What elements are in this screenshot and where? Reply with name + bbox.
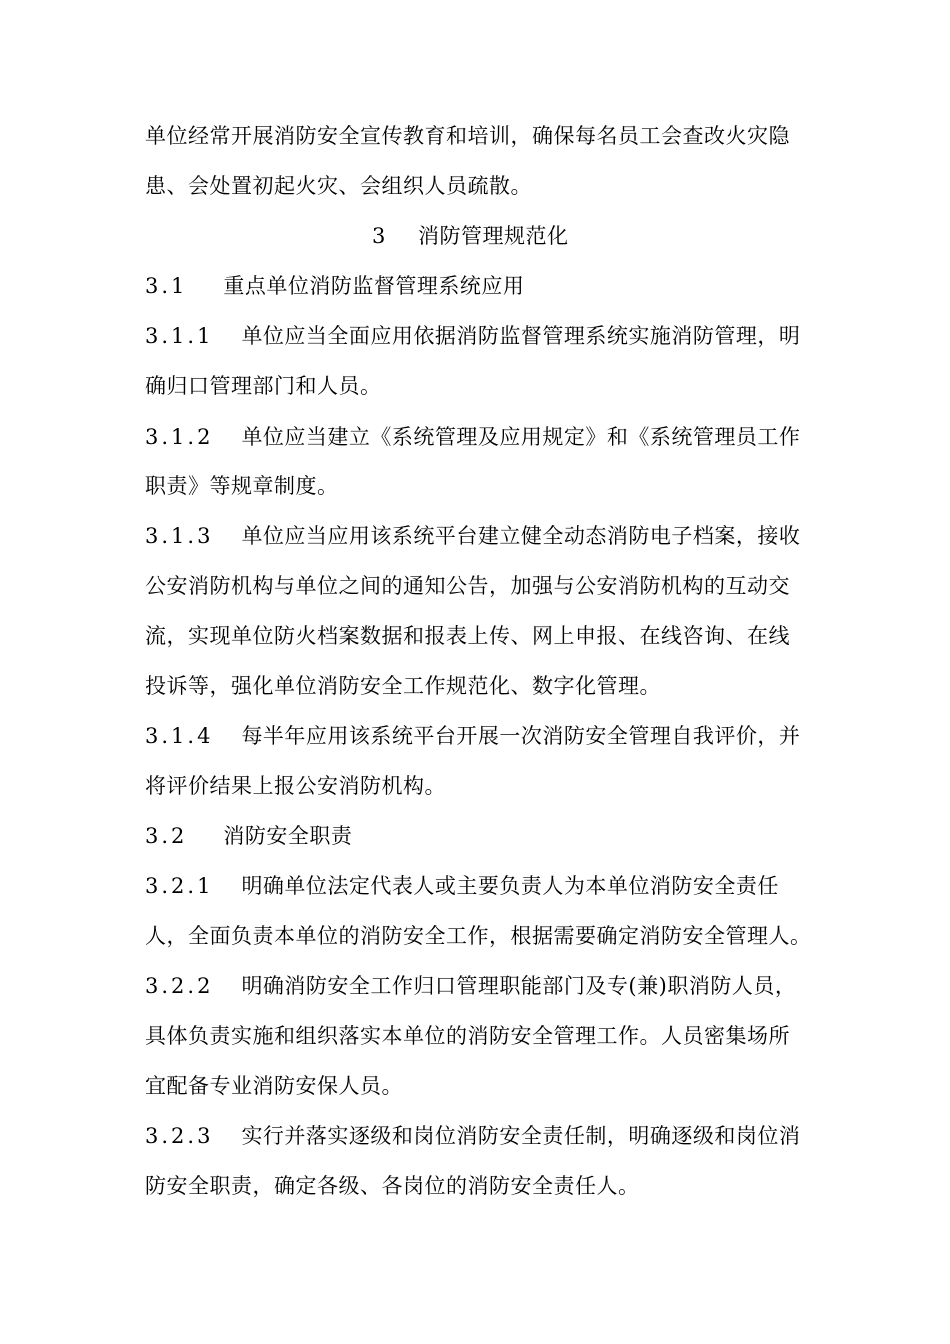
section-title: 消防安全职责	[223, 824, 353, 848]
paragraph-line	[145, 572, 790, 600]
text: 公安消防机构与单位之间的通知公告，加强与公安消防机构的互动交	[145, 574, 790, 598]
text: 单位经常开展消防安全宣传教育和培训，确保每名员工会查改火灾隐	[145, 124, 790, 148]
text: 职责》等规章制度。	[145, 474, 339, 498]
text: 明确消防安全工作归口管理职能部门及专(兼)职消防人员，	[241, 974, 797, 998]
paragraph-line	[145, 172, 532, 200]
text: 单位应当应用该系统平台建立健全动态消防电子档案，接收	[241, 524, 801, 548]
section-title: 重点单位消防监督管理系统应用	[223, 274, 525, 298]
section-title: 消防管理规范化	[418, 224, 569, 248]
clause-number: 3.1.2	[145, 425, 214, 449]
text: 患、会处置初起火灾、会组织人员疏散。	[145, 174, 532, 198]
paragraph-line	[145, 1022, 790, 1050]
text: 确归口管理部门和人员。	[145, 374, 382, 398]
section-number: 3.1	[145, 274, 188, 298]
paragraph-line	[145, 772, 446, 800]
clause-3-1-1	[145, 322, 800, 350]
section-heading-3	[372, 222, 569, 250]
clause-3-1-4	[145, 722, 800, 750]
paragraph-line	[145, 1172, 640, 1200]
clause-number: 3.1.1	[145, 324, 214, 348]
clause-number: 3.1.3	[145, 524, 214, 548]
text: 流，实现单位防火档案数据和报表上传、网上申报、在线咨询、在线	[145, 624, 790, 648]
clause-number: 3.1.4	[145, 724, 214, 748]
text: 实行并落实逐级和岗位消防安全责任制，明确逐级和岗位消	[241, 1124, 801, 1148]
paragraph-line	[145, 1072, 403, 1100]
paragraph-line	[145, 622, 790, 650]
paragraph-line	[145, 922, 812, 950]
clause-3-2-2	[145, 972, 796, 1000]
clause-number: 3.2.3	[145, 1124, 214, 1148]
section-heading-3-2	[145, 822, 352, 850]
paragraph-line	[145, 372, 382, 400]
section-number: 3	[372, 224, 389, 248]
text: 防安全职责，确定各级、各岗位的消防安全责任人。	[145, 1174, 640, 1198]
text: 将评价结果上报公安消防机构。	[145, 774, 446, 798]
clause-3-1-3	[145, 522, 800, 550]
clause-number: 3.2.2	[145, 974, 214, 998]
text: 每半年应用该系统平台开展一次消防安全管理自我评价，并	[241, 724, 801, 748]
section-number: 3.2	[145, 824, 188, 848]
text: 单位应当全面应用依据消防监督管理系统实施消防管理，明	[241, 324, 801, 348]
text: 单位应当建立《系统管理及应用规定》和《系统管理员工作	[241, 425, 801, 449]
paragraph-line	[145, 472, 339, 500]
text: 宜配备专业消防安保人员。	[145, 1074, 403, 1098]
text: 投诉等，强化单位消防安全工作规范化、数字化管理。	[145, 674, 661, 698]
text: 人，全面负责本单位的消防安全工作，根据需要确定消防安全管理人。	[145, 924, 812, 948]
text: 明确单位法定代表人或主要负责人为本单位消防安全责任	[241, 874, 779, 898]
paragraph-line	[145, 672, 661, 700]
clause-3-1-2	[145, 423, 800, 451]
clause-number: 3.2.1	[145, 874, 214, 898]
paragraph-line	[145, 122, 790, 150]
section-heading-3-1	[145, 272, 524, 300]
clause-3-2-3	[145, 1122, 800, 1150]
text: 具体负责实施和组织落实本单位的消防安全管理工作。人员密集场所	[145, 1024, 790, 1048]
clause-3-2-1	[145, 872, 779, 900]
